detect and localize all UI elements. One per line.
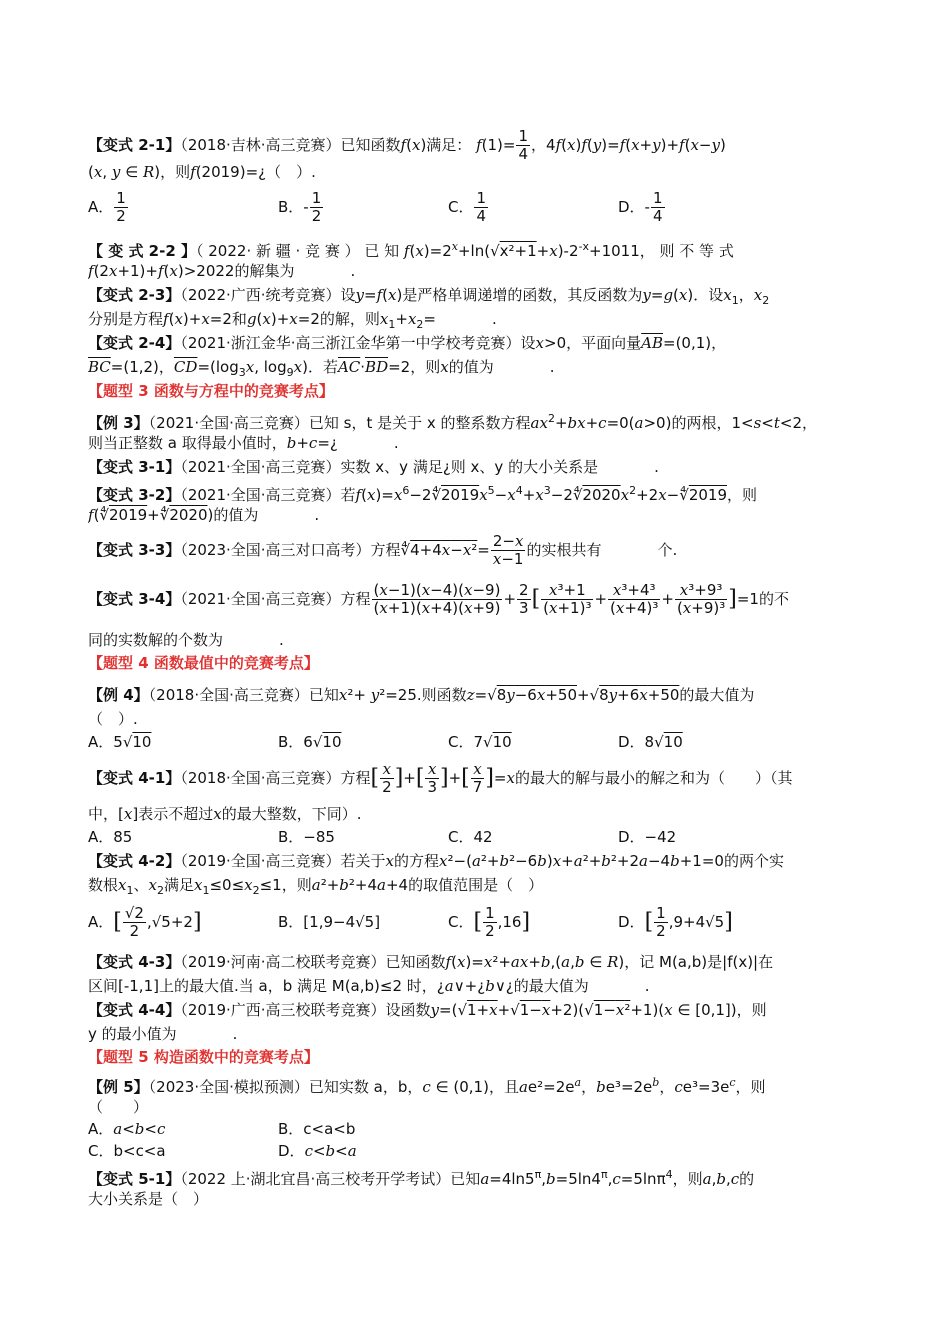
question-3-4-line2: 同的实数解的个数为 . [88,631,284,649]
question-2-2: 【 变 式 2-2 】（ 2022· 新 疆 · 竞 赛 ） 已 知 $f(x)=2^x+\ln(√x^2+1+x)-2^{-x}+1011$， 则 不 等 式 [88,240,734,260]
question-4-2: 【变式 4-2】（2019·全国·高三竞赛）若关于x的方程x²−(a²+b²−6b)x+a²+b²+2a−4b+1=0的两个实 [88,852,784,870]
question-3-4: 【变式 3-4】（2021·全国·高三竞赛）方程 $\frac{(x-1)(x-4)(x-9)}{(x+1)(x+4)(x+9)}$ + $\frac{2}{3}$ [ $\frac{\text{x³+1}}{\text{(x+1)³}}$ + $\frac{\text{x³+4³}}{\text{(x+4)³}}$ + $\frac{\text{x³+9³}}{\text{(x+9)³}}$ ]=1的不 [88,581,789,617]
option-d[interactable]: D．8√10 [618,733,683,751]
q-label: 【变式 2-1】 [88,136,181,154]
question-2-1-line2: (x, y ∈ R)，则f(2019)=¿（ ）. [88,163,316,181]
question-4-2-line2: 数根$x_1$、$x_2$满足$x_1\le 0\le x_2\le 1$，则a²+b²+4a+4的取值范围是（ ） [88,876,544,897]
question-3-3: 【变式 3-3】（2023·全国·高三对口高考）方程∜4+4x−x²= $\frac{2-x}{x-1}$ 的实根共有 个. [88,532,678,568]
question-4-4: 【变式 4-4】（2019·广西·高三校联考竞赛）设函数y=(√1+x+√1−x+2)(√1−x²+1)(x ∈ [0,1])，则 [88,1001,767,1019]
option-b[interactable]: B．[1,9−4√5] [278,913,381,931]
section-heading-5: 【题型 5 构造函数中的竞赛考点】 [88,1048,319,1066]
option-a[interactable]: A．85 [88,828,133,846]
question-5-1-line2: 大小关系是（ ） [88,1190,209,1208]
example-5-line2: （ ） [88,1098,149,1116]
question-2-4: 【变式 2-4】（2021·浙江金华·高三浙江金华第一中学校考竞赛）设x>0，平面向量$\overline{AB}=(0,1)$， [88,334,727,352]
question-5-1: 【变式 5-1】（2022 上·湖北宜昌·高三校考开学考试）已知$a=4\ln 5^\pi,b=5\ln 4^\pi,c=5\ln\pi^4$，则a,b,c的 [88,1168,755,1188]
option-a[interactable]: A． $\frac{1}{2}$ [88,189,126,225]
option-b[interactable]: B．6√10 [278,733,342,751]
option-b[interactable]: B．- $\frac{1}{2}$ [278,189,322,225]
option-d[interactable]: D．- $\frac{1}{4}$ [618,189,663,225]
question-2-4-line2: $\overline{BC}=(1,2)$，$\overline{CD}=(\log_3x$, $\log_9x$)．若$\overline{AC}\cdot\overline{BD}=2$，则x的值为 . [88,358,555,379]
question-2-3-line2: 分别是方程f(x)+x=2和g(x)+x=2的解，则$x_1+x_2=$ . [88,310,497,331]
question-4-1: 【变式 4-1】（2018·全国·高三竞赛）方程[ $\frac{x}{2}$ ]+[ $\frac{x}{3}$ ]+[ $\frac{x}{7}$ ]=x的最大的解与最小的解之和为（ ）（其 [88,760,793,796]
question-3-2-line2: f(∜2019+∜2020)的值为 . [88,506,320,524]
option-d[interactable]: D．c<b<a [278,1142,357,1160]
section-heading-4: 【题型 4 函数最值中的竞赛考点】 [88,654,319,672]
example-4: 【例 4】（2018·全国·高三竞赛）已知x²+ y²=25.则函数z=√8y−6x+50+√8y+6x+50的最大值为 [88,686,755,704]
question-2-3: 【变式 2-3】（2022·广西·统考竞赛）设y=f(x)是严格单调递增的函数，其反函数为y=g(x)．设$x_1$，$x_2$ [88,286,770,307]
example-3-line2: 则当正整数 a 取得最小值时，b+c=¿ . [88,434,399,452]
option-a[interactable]: A．[ $\frac{√2}{2}$ ,√5+2] [88,904,202,940]
option-a[interactable]: A．a<b<c [88,1120,166,1138]
question-3-2: 【变式 3-2】（2021·全国·高三竞赛）若$f(x)=x^6-2∜2019x^5-x^4+x^3-2∜2020x^2+2x-∜2019$，则 [88,484,758,504]
option-c[interactable]: C．7√10 [448,733,512,751]
example-4-line2: （ ）. [88,710,138,728]
section-heading-3: 【题型 3 函数与方程中的竞赛考点】 [88,382,334,400]
option-b[interactable]: B．c<a<b [278,1120,356,1138]
question-2-2-line2: f(2x+1)+f(x)>2022的解集为 . [88,262,356,280]
question-4-3: 【变式 4-3】（2019·河南·高二校联考竞赛）已知函数f(x)=x²+ax+b,(a,b ∈ R)，记 M(a,b)是|f(x)|在 [88,953,774,971]
option-d[interactable]: D．−42 [618,828,677,846]
option-c[interactable]: C． $\frac{1}{4}$ [448,189,487,225]
example-5: 【例 5】（2023·全国·模拟预测）已知实数 a，b，c ∈ (0,1)，且$ae^2=2e^a$，$be^3=2e^b$，$ce^3=3e^c$，则 [88,1076,766,1096]
option-d[interactable]: D．[ $\frac{1}{2}$ ,9+4√5] [618,904,733,940]
option-b[interactable]: B．−85 [278,828,335,846]
option-c[interactable]: C．b<c<a [88,1142,166,1160]
example-3: 【例 3】（2021·全国·高三竞赛）已知 s，t 是关于 x 的整系数方程$ax^2+bx+c=0(a>0)$的两根，1<s<t<2， [88,412,818,432]
question-2-1: 【变式 2-1】（2018·吉林·高三竞赛）已知函数f(x)满足： f(1)= $\frac{1}{4}$ ，4f(x)f(y)=f(x+y)+f(x−y) [88,128,726,163]
question-4-3-line2: 区间[-1,1]上的最大值.当 a，b 满足 M(a,b)≤2 时，¿a∨+¿b∨¿的最大值为 . [88,977,650,995]
option-c[interactable]: C．42 [448,828,493,846]
question-4-4-line2: y 的最小值为 . [88,1025,238,1043]
question-4-1-line2: 中，[x]表示不超过x的最大整数，下同）. [88,805,362,823]
option-a[interactable]: A．5√10 [88,733,152,751]
question-3-1: 【变式 3-1】（2021·全国·高三竞赛）实数 x、y 满足¿则 x、y 的大小关系是 . [88,458,659,476]
option-c[interactable]: C．[ $\frac{1}{2}$ ,16] [448,904,531,940]
fraction: $\frac{1}{4}$ [518,128,529,163]
